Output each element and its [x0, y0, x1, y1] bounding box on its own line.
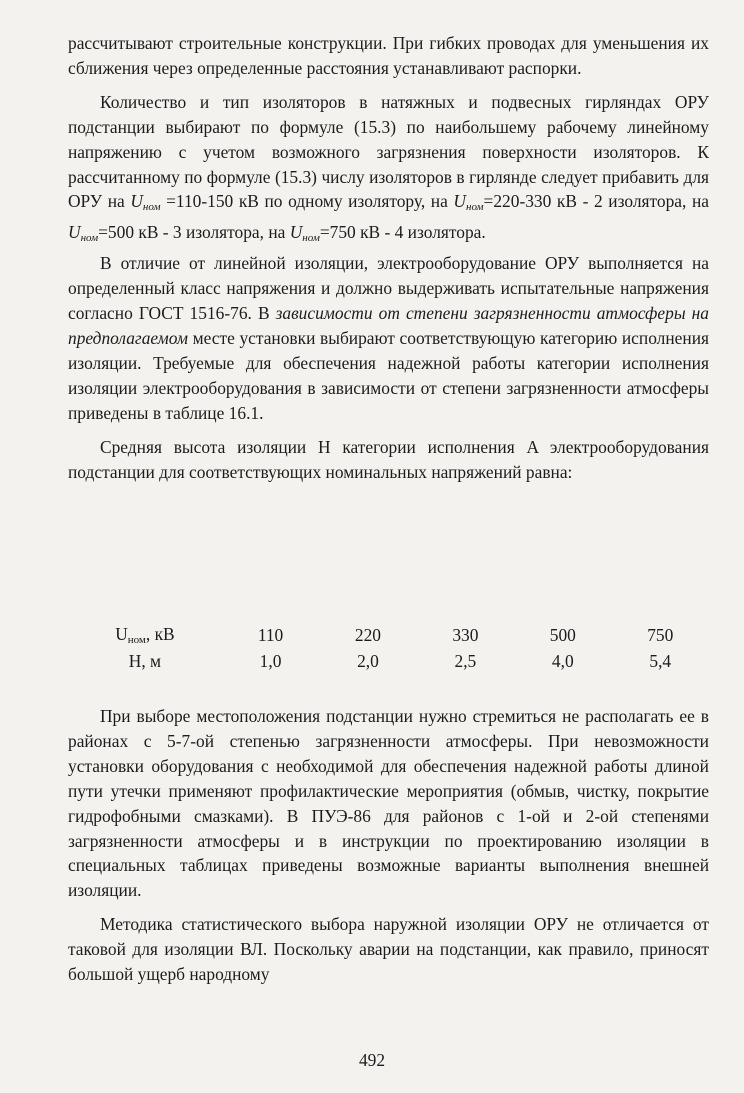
u-nom-symbol: $U_{ном}$	[453, 191, 484, 214]
table-cell: 330	[452, 624, 479, 645]
paragraph-3-italic: зависимости от степени загрязненности атмосферы на предполагаемом	[68, 303, 709, 348]
body-text-lower	[68, 704, 709, 987]
table-cell: 2,0	[357, 650, 379, 671]
table-cell: 2,5	[454, 650, 477, 671]
paragraph-2-part-e: =750 кВ - 4 изолятора.	[319, 222, 486, 243]
paragraph-3	[68, 251, 709, 425]
paragraph-2	[68, 90, 709, 251]
paragraph-2-part-a: Количество и тип изоляторов в натяжных и подвесных гирляндах ОРУ подстанции выбирают по формуле (15.3) по наибольшему рабочему линейному напряжению с учетом возможного загрязнения поверхности изоляторов. К рассчитанному по формуле (15.3) числу изоляторов в гирлянде следует прибавить для ОРУ на	[68, 91, 709, 212]
table-cell: 4,0	[551, 650, 574, 671]
table-cell: 5,4	[649, 650, 672, 671]
body-text	[68, 31, 709, 484]
page-number: 492	[358, 1050, 386, 1070]
paragraph-5: При выборе местоположения подстанции нужно стремиться не располагать ее в районах с 5-7-ой степенью загрязненности атмосферы. При невозможности установки оборудования с необходимой для обеспечения надежной работы длиной пути утечки применяют профилактические мероприятия (обмыв, чистку, покрытие гидрофобными смазками). В ПУЭ-86 для районов с 1-ой и 2-ой степенями загрязненности атмосферы и в инструкции по проектированию изоляции в специальных таблицах приведены возможные варианты выполнения внешней изоляции.	[68, 706, 709, 901]
paragraph-1: рассчитывают строительные конструкции. При гибких проводах для уменьшения их сближения через определенные расстояния устанавливают распорки.	[68, 33, 709, 78]
paragraph-4: Средняя высота изоляции H категории исполнения A электрооборудования подстанции для соответствующих номинальных напряжений равна:	[68, 436, 709, 482]
row-label-voltage: $U_{ном}$, кВ	[115, 624, 175, 646]
table-cell: 750	[647, 624, 674, 645]
voltage-height-table	[68, 622, 709, 674]
u-nom-symbol: $U_{ном}$	[130, 191, 161, 214]
paragraph-2-part-d: =500 кВ - 3 изолятора, на	[98, 222, 290, 243]
paragraph-3-part-b: месте установки выбирают соответствующую категорию исполнения изоляции. Требуемые для обеспечения надежной работы категории исполнения изоляции электрооборудования в зависимости от степени загрязненности атмосферы приведены в таблице 16.1.	[68, 327, 709, 423]
table-row-height	[68, 648, 709, 674]
u-nom-symbol: $U_{ном}$	[68, 222, 99, 245]
table-cell: 500	[549, 624, 576, 645]
table-row-voltage	[68, 622, 709, 648]
u-nom-symbol: $U_{ном}$	[289, 222, 320, 245]
paragraph-6: Методика статистического выбора наружной изоляции ОРУ не отличается от таковой для изоляции ВЛ. Поскольку аварии на подстанции, как правило, приносят большой ущерб народному	[68, 914, 709, 985]
table-cell: 110	[257, 624, 284, 645]
paragraph-2-part-c: =220-330 кВ - 2 изолятора, на	[483, 191, 709, 212]
paragraph-2-part-b: =110-150 кВ по одному изолятору, на	[160, 191, 454, 212]
paragraph-3-part-a: В отличие от линейной изоляции, электрооборудование ОРУ выполняется на определенный класс напряжения и должно выдерживать испытательные напряжения согласно ГОСТ 1516-76. В	[68, 253, 709, 324]
row-label-height: H, м	[128, 650, 162, 671]
table-cell: 220	[354, 624, 381, 645]
table-cell: 1,0	[259, 650, 282, 671]
